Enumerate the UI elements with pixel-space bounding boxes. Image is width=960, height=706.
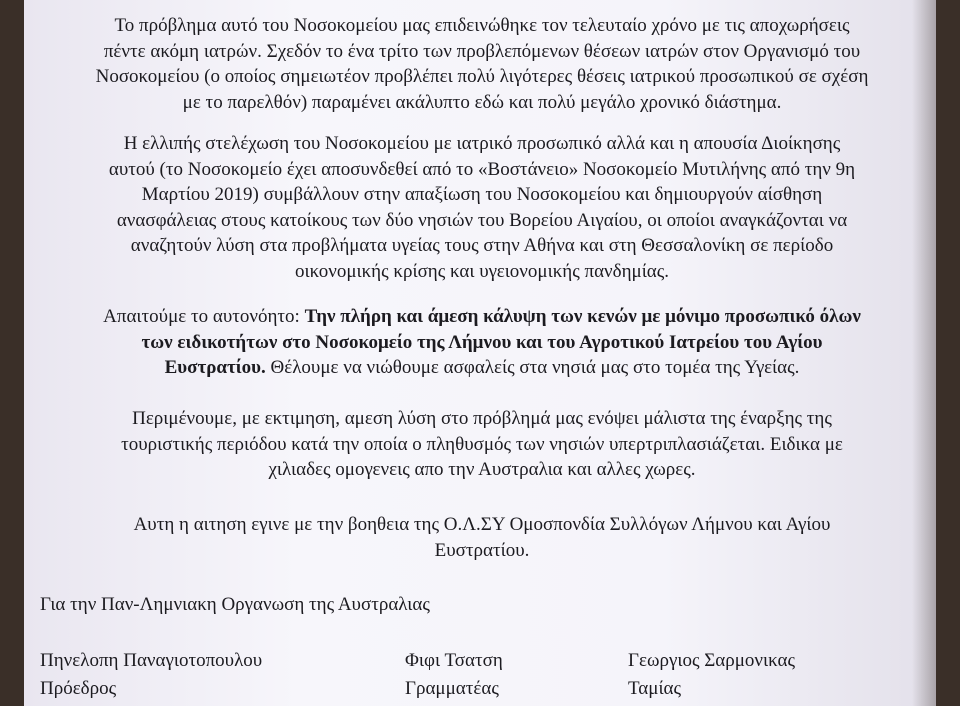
paragraph-5-line-1: Αυτη η αιτηση εγινε με την βοηθεια της Ο.Λ.ΣΥ Ομοσπονδία Συλλόγων Λήμνου και Αγίου xyxy=(133,514,831,535)
paragraph-3-demands xyxy=(42,304,922,381)
paragraph-4-line-3: χιλιαδες ομογενεις απο την Αυστραλια και αλλες χωρες. xyxy=(268,459,696,480)
paragraph-4 xyxy=(42,406,922,483)
paragraph-2-line-3: Μαρτίου 2019) συμβάλλουν στην απαξίωση του Νοσοκομείου και δημιουργούν αίσθηση xyxy=(141,184,823,205)
signatory-treasurer xyxy=(628,647,795,703)
demand-bold-line-1: Την πλήρη και άμεση κάλυψη των κενών με μόνιμο προσωπικό όλων xyxy=(304,306,861,327)
demand-bold-line-3: Ευστρατίου. xyxy=(164,357,266,378)
signatory-president xyxy=(40,647,262,703)
document-photo xyxy=(24,0,936,706)
paragraph-2-line-5: αναζητούν λύση στα προβλήματα υγείας τους στην Αθήνα και στη Θεσσαλονίκη σε περίοδο xyxy=(130,235,834,256)
paragraph-1-line-2: πέντε ακόμη ιατρών. Σχεδόν το ένα τρίτο των προβλεπόμενων θέσεων ιατρών στον Οργανισμό του xyxy=(103,40,861,62)
paragraph-1-line-1: Το πρόβλημα αυτό του Νοσοκομείου μας επιδεινώθηκε τον τελευταίο χρόνο με τις αποχωρήσεις xyxy=(114,15,850,36)
paragraph-1 xyxy=(42,13,922,115)
organization-line: Για την Παν-Λημνιακη Οργανωση της Αυστραλιας xyxy=(40,594,430,615)
paragraph-2-line-4: ανασφάλειας στους κατοίκους των δύο νησιών του Βορείου Αιγαίου, οι οποίοι αναγκάζονται να xyxy=(116,209,848,231)
paragraph-4-line-2: τουριστικής περιόδου κατά την οποία ο πληθυσμός των νησιών υπερτριπλασιάζεται. Ειδικα με xyxy=(121,433,843,455)
paragraph-2 xyxy=(42,131,922,284)
signatory-role: Ταμίας xyxy=(628,678,682,699)
signatory-role: Γραμματέας xyxy=(405,678,499,699)
paragraph-1-line-4: με το παρελθόν) παραμένει ακάλυπτο εδώ και πολύ μεγάλο χρονικό διάστημα. xyxy=(182,91,782,113)
demand-bold-line-2: των ειδικοτήτων στο Νοσοκομείο της Λήμνου και του Αγροτικού Ιατρείου του Αγίου xyxy=(141,331,823,353)
paragraph-5 xyxy=(42,512,922,563)
signatory-name: Φιφι Τσατση xyxy=(405,650,503,671)
signatory-name: Γεωργιος Σαρμονικας xyxy=(628,650,796,671)
screen-edge-shadow xyxy=(912,0,936,706)
demand-tail: Θέλουμε να νιώθουμε ασφαλείς στα νησιά μας στο τομέα της Υγείας. xyxy=(265,357,800,378)
signatory-role: Πρόεδρος xyxy=(40,678,117,699)
signatory-secretary xyxy=(405,647,503,703)
paragraph-1-line-3: Νοσοκομείου (ο οποίος σημειωτέον προβλέπει πολύ λιγότερες θέσεις ιατρικού προσωπικού σε σχέση xyxy=(95,66,869,87)
paragraph-5-line-2: Ευστρατίου. xyxy=(434,539,530,561)
paragraph-4-line-1: Περιμένουμε, με εκτιμηση, αμεση λύση στο πρόβλημά μας ενόψει μάλιστα της έναρξης της xyxy=(132,408,832,429)
signatory-name: Πηνελοπη Παναγιοτοπουλου xyxy=(40,650,263,671)
paragraph-2-line-6: οικονομικής κρίσης και υγειονομικής πανδημίας. xyxy=(294,260,670,282)
demand-intro: Απαιτούμε το αυτονόητο: xyxy=(103,306,305,327)
letter-page xyxy=(24,0,936,706)
paragraph-2-line-2: αυτού (το Νοσοκομείο έχει αποσυνδεθεί από το «Βοστάνειο» Νοσοκομείο Μυτιλήνης από την 9η xyxy=(108,158,856,180)
paragraph-2-line-1: Η ελλιπής στελέχωση του Νοσοκομείου με ιατρικό προσωπικό αλλά και η απουσία Διοίκησης xyxy=(123,133,841,154)
